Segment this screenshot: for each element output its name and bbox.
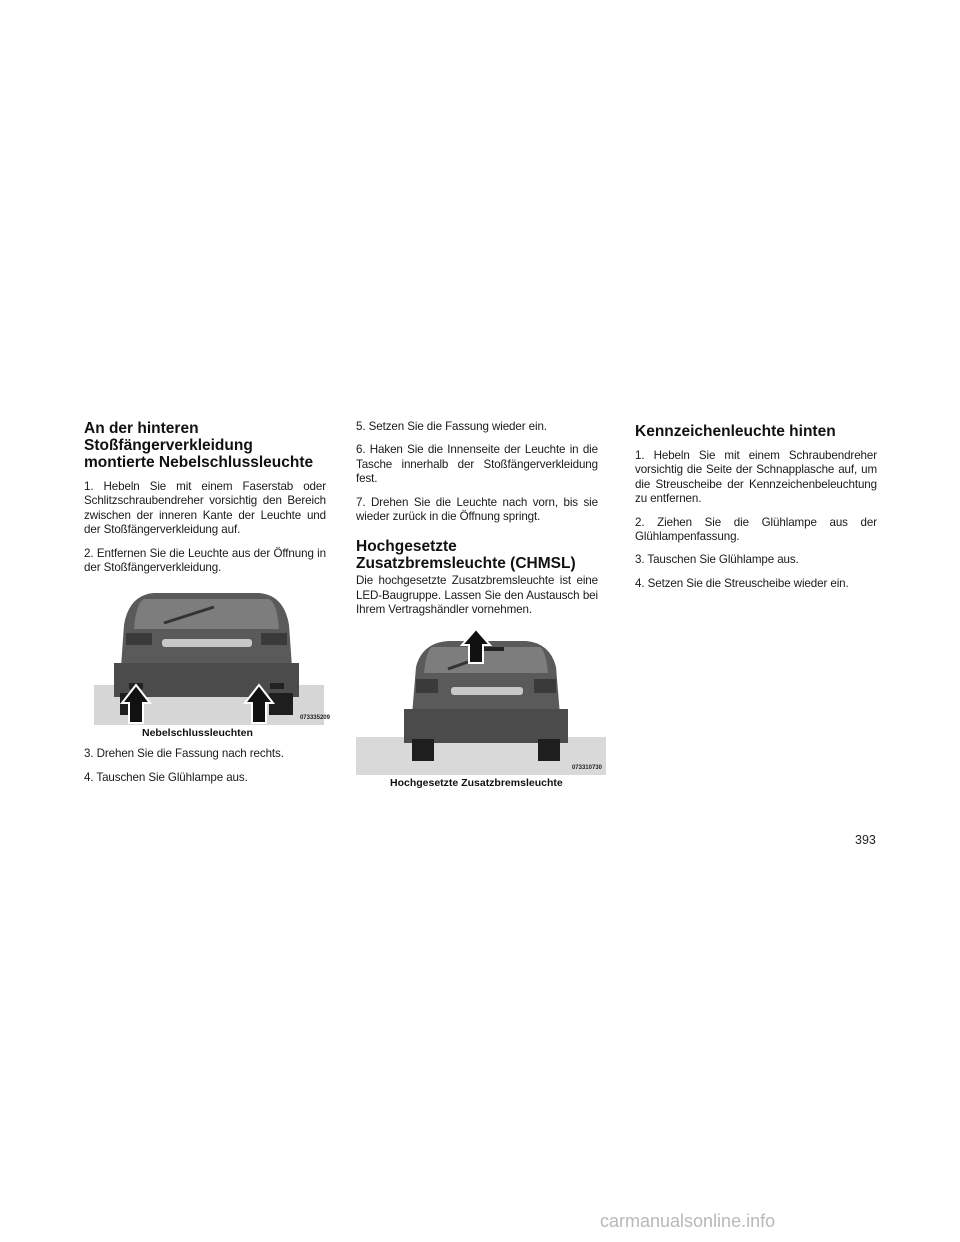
car-rear-photo-chmsl (356, 627, 606, 775)
column-left (84, 420, 330, 794)
watermark: carmanualsonline.info (600, 1211, 776, 1231)
column-right (635, 420, 877, 600)
step-6: 6. Haken Sie die Innenseite der Leuchte in die Tasche innerhalb der Stoßfängerverkleidung fest. (356, 443, 598, 486)
section-heading-license-light: Kennzeichenleuchte hinten (635, 423, 836, 440)
step-5: 5. Setzen Sie die Fassung wieder ein. (356, 420, 547, 433)
step-1: 1. Hebeln Sie mit einem Faserstab oder Schlitzschraubendreher vorsichtig den Bereich zwischen der inneren Kante der Leuchte und der Stoßfängerverkleidung auf. (84, 480, 326, 537)
step-2: 2. Entfernen Sie die Leuchte aus der Öffnung in der Stoßfängerverkleidung. (84, 546, 326, 575)
figure-code: 073335209 (299, 715, 330, 722)
section-heading-fog-light: An der hinteren Stoßfängerverkleidung montierte Nebelschlussleuchte (84, 420, 314, 471)
figure-caption: Nebelschlussleuchten (142, 727, 253, 740)
section-heading-chmsl: Hochgesetzte Zusatzbremsleuchte (CHMSL) (356, 538, 576, 573)
arrow-icon-pair (84, 585, 334, 725)
car-rear-photo (84, 585, 334, 725)
figure-chmsl (356, 627, 602, 789)
page-number: 393 (855, 833, 876, 847)
step-1: 1. Hebeln Sie mit einem Schraubendreher vorsichtig die Seite der Schnapplasche auf, um die Streuscheibe der Kennzeichenbeleuchtung zu entfernen. (635, 449, 877, 506)
chmsl-body: Die hochgesetzte Zusatzbremsleuchte ist eine LED-Baugruppe. Lassen Sie den Austausch bei Ihrem Vertragshändler vornehmen. (356, 574, 598, 617)
step-4: 4. Setzen Sie die Streuscheibe wieder ein. (635, 576, 849, 590)
figure-code-chmsl: 073310730 (571, 764, 602, 771)
step-3: 3. Tauschen Sie Glühlampe aus. (635, 553, 799, 567)
car-rear-illustration-chmsl (356, 627, 606, 775)
step-7: 7. Drehen Sie die Leuchte nach vorn, bis sie wieder zurück in die Öffnung springt. (356, 495, 598, 524)
column-middle (356, 420, 602, 797)
figure-fog-lights (84, 585, 330, 740)
step-4: 4. Tauschen Sie Glühlampe aus. (84, 770, 248, 784)
step-2: 2. Ziehen Sie die Glühlampe aus der Glühlampenfassung. (635, 515, 877, 544)
step-3: 3. Drehen Sie die Fassung nach rechts. (84, 747, 284, 761)
figure-caption-chmsl: Hochgesetzte Zusatzbremsleuchte (390, 776, 563, 789)
